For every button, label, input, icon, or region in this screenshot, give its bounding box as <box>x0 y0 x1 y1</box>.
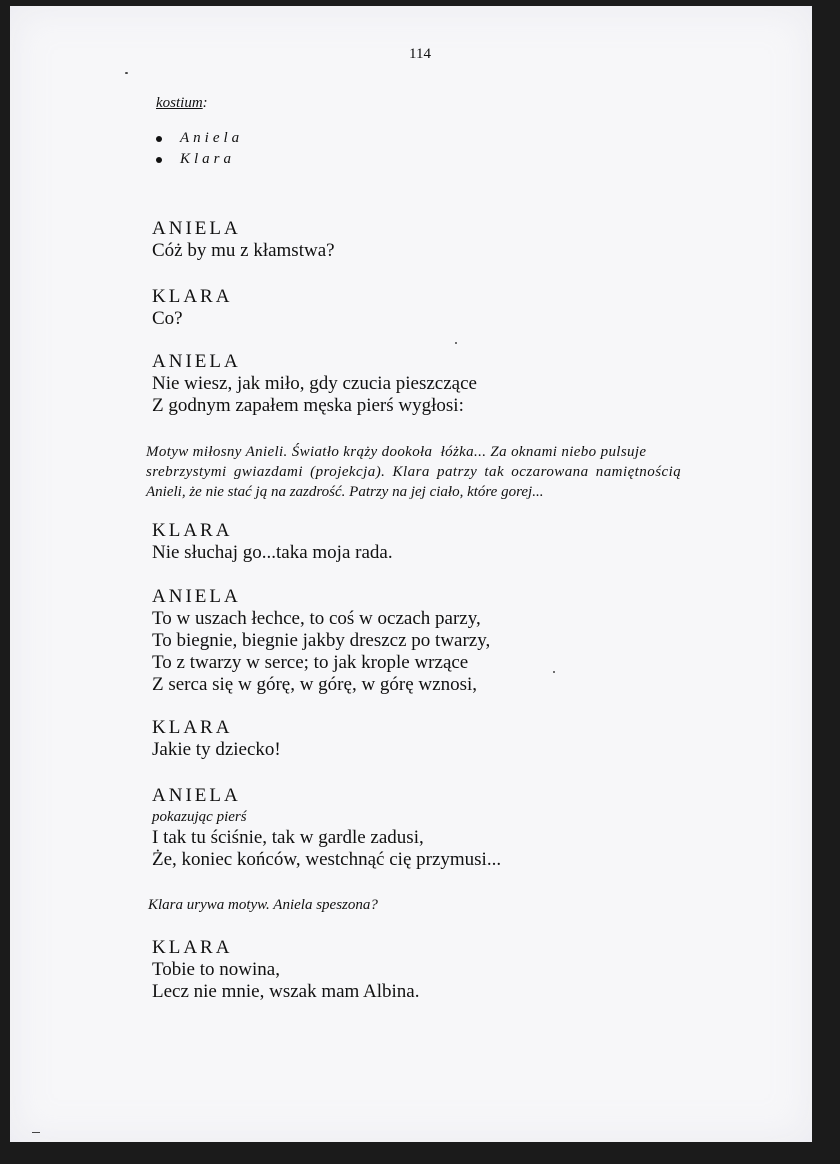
dialogue-line: Że, koniec końców, westchnąć cię przymusi... <box>152 849 502 870</box>
dialogue-line: Z godnym zapałem męska pierś wygłosi: <box>152 395 464 416</box>
dialogue-line: Nie wiesz, jak miło, gdy czucia pieszczące <box>152 373 477 394</box>
dialogue-block <box>152 218 335 262</box>
speaker-name: KLARA <box>152 520 233 541</box>
bullet-icon <box>156 136 162 142</box>
dialogue-block <box>152 717 281 761</box>
dialogue-block <box>152 937 420 1003</box>
dialogue-block <box>152 520 393 564</box>
costume-label: kostium <box>156 95 203 111</box>
speaker-name: KLARA <box>152 937 233 958</box>
dialogue-line: To z twarzy w serce; to jak krople wrzące <box>152 652 469 673</box>
stage-direction-text: Anieli, że nie stać ją na zazdrość. Patrzy na jej ciało, które gorej... <box>146 484 544 500</box>
stage-direction-line <box>146 462 718 482</box>
dialogue-line: To biegnie, biegnie jakby dreszcz po twarzy, <box>152 630 491 651</box>
costume-list <box>152 128 722 170</box>
stage-direction-text: srebrzystymi gwiazdami (projekcja). Klara patrzy tak oczarowana namiętnością <box>146 464 682 480</box>
page-number: 114 <box>409 46 431 62</box>
stage-direction-text: Motyw miłosny Anieli. Światło krąży dookoła łóżka... Za oknami niebo pulsuje <box>146 444 647 460</box>
dialogue-block <box>152 286 232 330</box>
script-content <box>146 92 722 1002</box>
speaker-name: ANIELA <box>152 586 241 607</box>
dialogue-line: Z serca się w górę, w górę, w górę wznosi, <box>152 674 478 695</box>
dialogue-line: Co? <box>152 308 183 329</box>
stage-direction-line <box>146 442 718 462</box>
costume-item-klara <box>152 149 722 170</box>
dialogue-line: Tobie to nowina, <box>152 959 280 980</box>
dialogue-line: Cóż by mu z kłamstwa? <box>152 240 335 261</box>
dialogue-line: Lecz nie mnie, wszak mam Albina. <box>152 981 420 1002</box>
speaker-name: ANIELA <box>152 218 241 239</box>
dialogue-block <box>152 586 490 696</box>
dialogue-line: To w uszach łechce, to coś w oczach parzy, <box>152 608 481 629</box>
stage-direction-interrupt <box>148 895 720 915</box>
speaker-name: ANIELA <box>152 785 241 806</box>
costume-label-colon: : <box>202 95 208 111</box>
speaker-name: ANIELA <box>152 351 241 372</box>
dialogue-line: I tak tu ściśnie, tak w gardle zadusi, <box>152 827 424 848</box>
dialogue-block <box>152 351 477 417</box>
speaker-name: KLARA <box>152 717 233 738</box>
scan-speck <box>125 72 128 74</box>
scan-speck <box>455 342 457 344</box>
stage-direction-text: Klara urywa motyw. Aniela speszona? <box>148 897 378 913</box>
costume-item-aniela <box>152 128 722 149</box>
stage-direction-line <box>146 482 718 502</box>
stage-direction-motif <box>146 442 718 502</box>
speaker-direction: pokazując pierś <box>152 809 247 825</box>
scan-speck <box>32 1132 40 1133</box>
speaker-name: KLARA <box>152 286 233 307</box>
costume-heading <box>152 92 722 114</box>
costume-item-label: Klara <box>180 151 236 167</box>
bullet-icon <box>156 157 162 163</box>
scan-speck <box>553 671 555 673</box>
dialogue-line: Jakie ty dziecko! <box>152 739 281 760</box>
dialogue-line: Nie słuchaj go...taka moja rada. <box>152 542 393 563</box>
dialogue-block <box>152 785 501 871</box>
costume-item-label: Aniela <box>180 130 244 146</box>
